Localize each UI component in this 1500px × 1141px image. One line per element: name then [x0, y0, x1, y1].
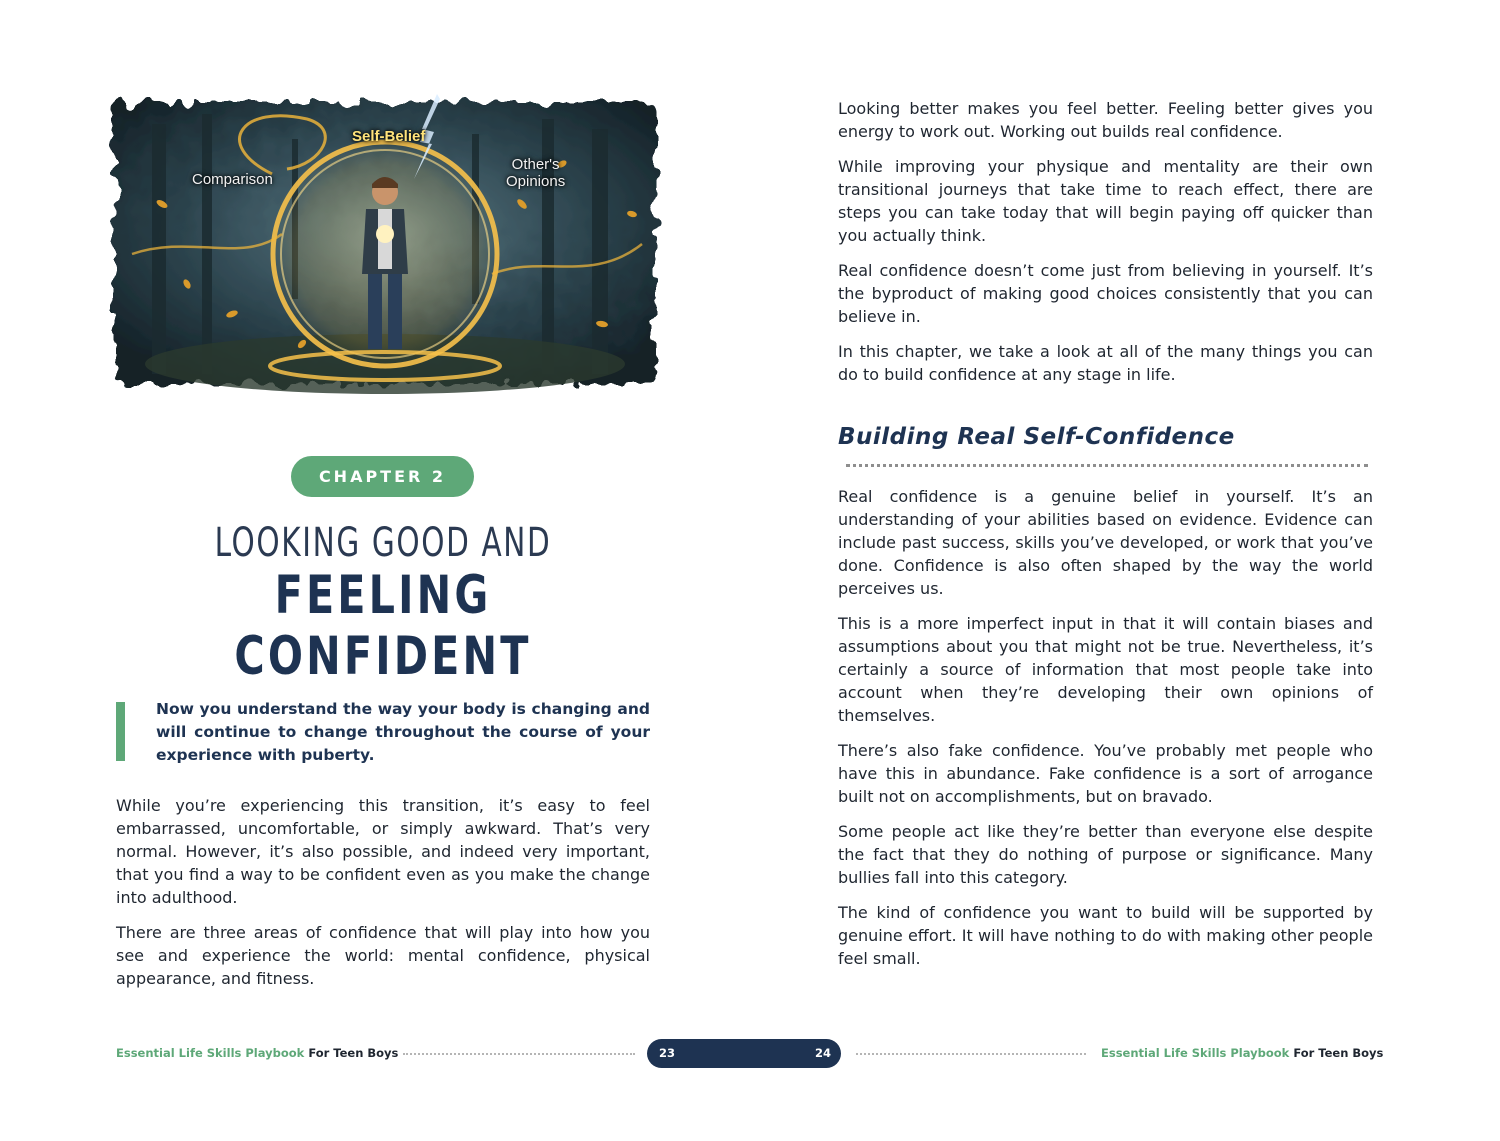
paragraph: This is a more imperfect input in that it will contain biases and assumptions about you that might not be true. Nevertheless, it’s certainly a source of information that most people take into account when they’re developing their own opinions of themselves.: [838, 614, 1373, 725]
label-self-belief: Self-Belief: [352, 128, 426, 145]
paragraph: In this chapter, we take a look at all of the many things you can do to build confidence at any stage in life.: [838, 342, 1373, 384]
paragraph: The kind of confidence you want to build will be supported by genuine effort. It will have nothing to do with making other people feel small.: [838, 903, 1373, 968]
chapter-title-line2: FEELING CONFIDENT: [234, 565, 532, 687]
footer-dotted-rule: [856, 1053, 1086, 1055]
left-body-text: [116, 794, 650, 1002]
chapter-illustration: [92, 84, 678, 402]
footer-book-title: [116, 1046, 398, 1060]
chapter-badge: CHAPTER 2: [291, 456, 474, 497]
right-page: [750, 0, 1500, 1141]
quote-accent-bar: [116, 702, 125, 761]
footer-dotted-rule: [403, 1053, 635, 1055]
paragraph: Real confidence is a genuine belief in yourself. It’s an understanding of your abilities based on evidence. Evidence can include past success, skills you’ve developed, or work that you’ve done. Confidence is also often shaped by the way the world perceives us.: [838, 487, 1373, 598]
footer-book-title: [1101, 1046, 1383, 1060]
paragraph: While improving your physique and mentality are their own transitional journeys that take time to reach effect, there are steps you can take today that will begin paying off quicker than you actually think.: [838, 157, 1373, 245]
footer-title-accent: Essential Life Skills Playbook: [1101, 1046, 1290, 1060]
right-body-bottom: [838, 485, 1373, 982]
paragraph: While you’re experiencing this transition, it’s easy to feel embarrassed, uncomfortable, or simply awkward. That’s very normal. However, it’s also possible, and indeed very important, that you find a way to be confident even as you make the change into adulthood.: [116, 796, 650, 907]
paragraph: Real confidence doesn’t come just from believing in yourself. It’s the byproduct of making good choices consistently that you can believe in.: [838, 261, 1373, 326]
chapter-title-line1: LOOKING GOOD AND: [214, 520, 552, 566]
label-others-opinions: Other's Opinions: [506, 156, 566, 191]
footer-title-rest: For Teen Boys: [304, 1046, 399, 1060]
paragraph: Some people act like they’re better than everyone else despite the fact that they do nothing of purpose or significance. Many bullies fall into this category.: [838, 822, 1373, 887]
footer-title-accent: Essential Life Skills Playbook: [116, 1046, 305, 1060]
footer-title-rest: For Teen Boys: [1289, 1046, 1384, 1060]
intro-quote: Now you understand the way your body is changing and will continue to change throughout the course of your experience with puberty.: [156, 700, 650, 764]
section-heading: Building Real Self-Confidence: [838, 424, 1235, 450]
right-body-top: [838, 97, 1373, 398]
paragraph: There are three areas of confidence that will play into how you see and experience the world: mental confidence, physical appearance, and fitness.: [116, 923, 650, 988]
section-dotted-rule: [846, 464, 1368, 467]
page-number-left: 23: [659, 1046, 676, 1060]
paragraph: There’s also fake confidence. You’ve probably met people who have this in abundance. Fake confidence is a sort of arrogance built not on accomplishments, but on bravado.: [838, 741, 1373, 806]
label-comparison: Comparison: [192, 171, 273, 188]
page-number-right: 24: [815, 1046, 832, 1060]
paragraph: Looking better makes you feel better. Feeling better gives you energy to work out. Working out builds real confidence.: [838, 99, 1373, 141]
